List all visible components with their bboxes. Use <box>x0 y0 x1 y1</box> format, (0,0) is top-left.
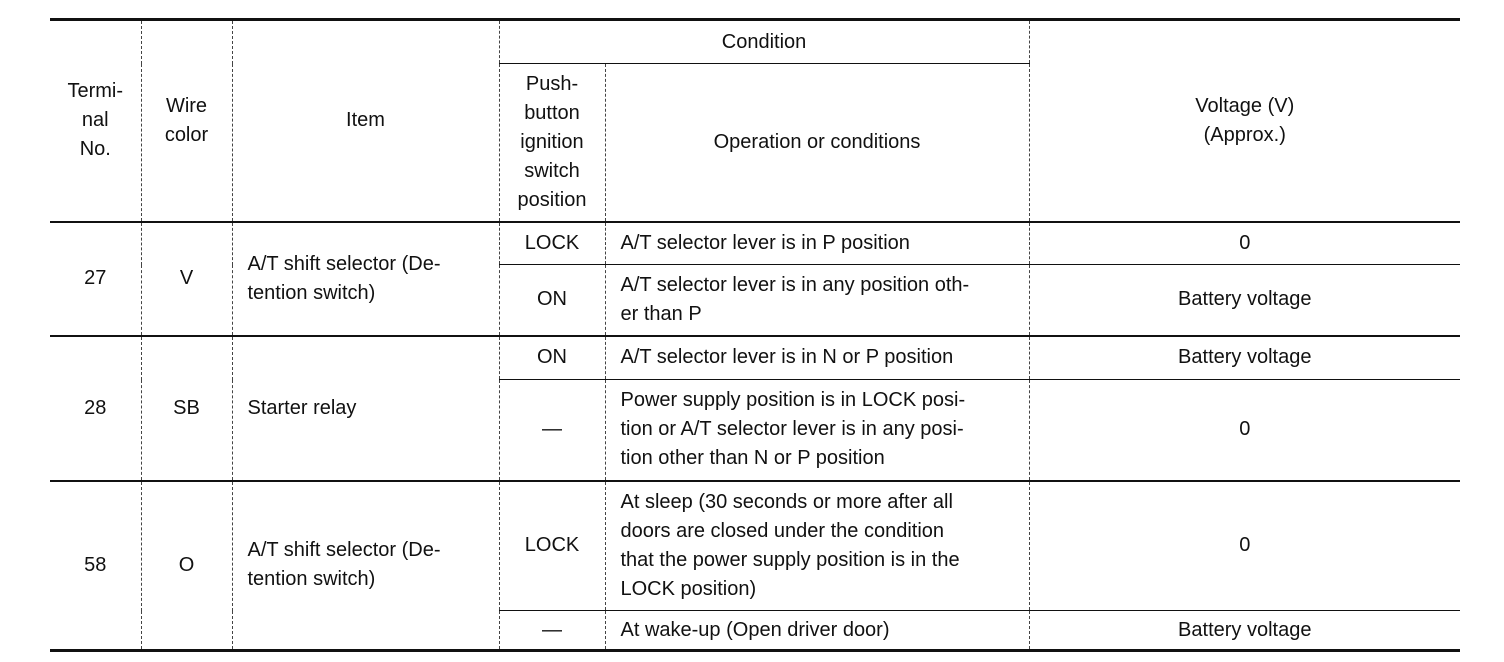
table-row <box>50 481 1460 611</box>
switch-position-cell: ON <box>499 265 605 336</box>
voltage-cell: Battery voltage <box>1029 265 1460 336</box>
header-wire-color: Wire color <box>141 20 232 222</box>
header-condition: Condition <box>499 20 1029 64</box>
switch-position-cell: ON <box>499 336 605 380</box>
header-terminal-no: Termi- nal No. <box>50 20 141 222</box>
table-row <box>50 222 1460 265</box>
operation-cell: Power supply position is in LOCK posi- tion or A/T selector lever is in any posi- tion other than N or P position <box>605 380 1029 481</box>
operation-cell: At sleep (30 seconds or more after all doors are closed under the condition that the power supply position is in the LOCK position) <box>605 481 1029 611</box>
terminal-no-cell: 58 <box>50 481 141 651</box>
voltage-cell: 0 <box>1029 380 1460 481</box>
voltage-cell: Battery voltage <box>1029 336 1460 380</box>
table-row <box>50 336 1460 380</box>
operation-cell: A/T selector lever is in P position <box>605 222 1029 265</box>
voltage-cell: 0 <box>1029 481 1460 611</box>
switch-position-cell: LOCK <box>499 481 605 611</box>
terminal-voltage-table <box>50 18 1460 652</box>
voltage-cell: 0 <box>1029 222 1460 265</box>
switch-position-cell: — <box>499 380 605 481</box>
switch-position-cell: LOCK <box>499 222 605 265</box>
wire-color-cell: SB <box>141 336 232 481</box>
switch-position-cell: — <box>499 611 605 651</box>
header-operation: Operation or conditions <box>605 64 1029 222</box>
operation-cell: A/T selector lever is in N or P position <box>605 336 1029 380</box>
voltage-cell: Battery voltage <box>1029 611 1460 651</box>
wire-color-cell: O <box>141 481 232 651</box>
header-push-button-position: Push- button ignition switch position <box>499 64 605 222</box>
item-cell: A/T shift selector (De- tention switch) <box>232 481 499 651</box>
item-cell: Starter relay <box>232 336 499 481</box>
terminal-no-cell: 28 <box>50 336 141 481</box>
item-cell: A/T shift selector (De- tention switch) <box>232 222 499 336</box>
terminal-no-cell: 27 <box>50 222 141 336</box>
header-item: Item <box>232 20 499 222</box>
header-voltage: Voltage (V) (Approx.) <box>1029 20 1460 222</box>
wire-color-cell: V <box>141 222 232 336</box>
operation-cell: A/T selector lever is in any position oth- er than P <box>605 265 1029 336</box>
operation-cell: At wake-up (Open driver door) <box>605 611 1029 651</box>
